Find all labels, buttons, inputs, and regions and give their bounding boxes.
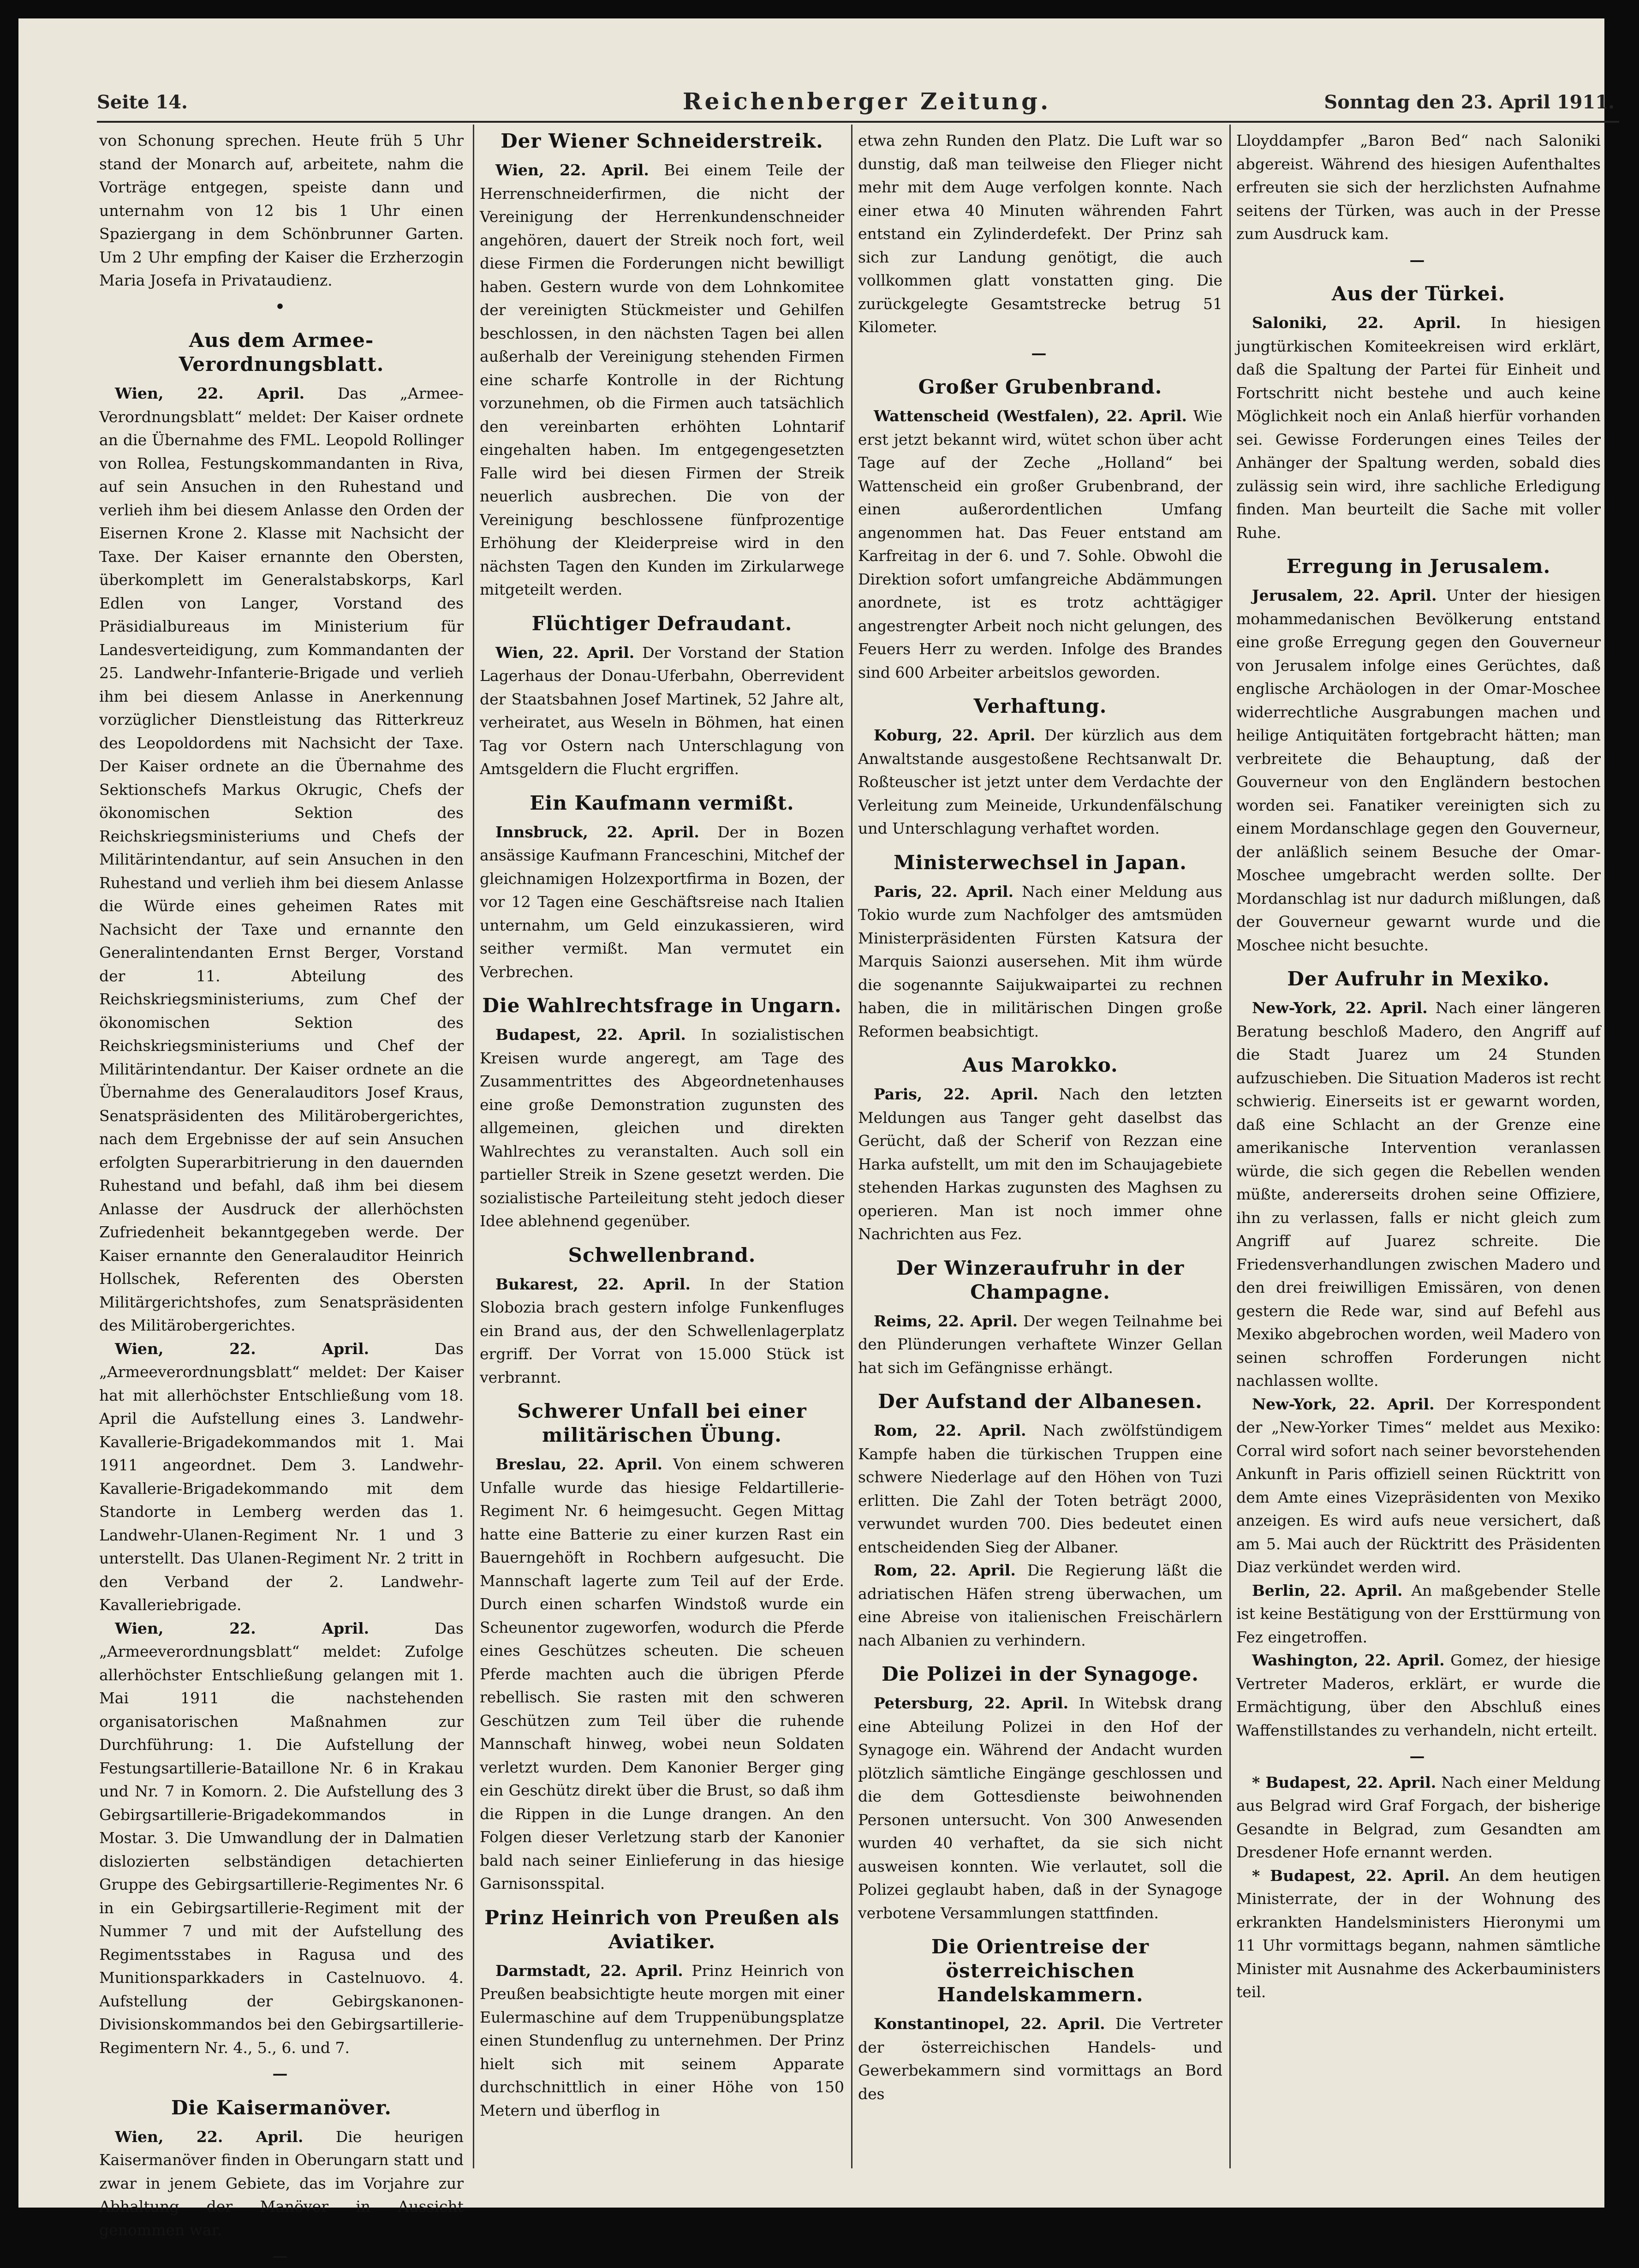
- article-paragraph: [858, 1692, 1222, 1925]
- paragraph-text: Der in Bozen ansässige Kaufmann Franceschini, Mitchef der gleichnamigen Holzexportfirma in Bozen, der vor 12 Tagen eine Geschäftsreise nach Italien unternahm, um Geld einzukassieren, wird seither vermißt. Man vermutet ein Verbrechen.: [480, 823, 844, 981]
- article-paragraph: [480, 159, 844, 602]
- dateline: Budapest, 22. April.: [1270, 1866, 1450, 1885]
- article-paragraph: [99, 2125, 464, 2242]
- article-paragraph: [480, 1273, 844, 1390]
- paragraph-text: In Witebsk drang eine Abteilung Polizei in den Hof der Synagoge ein. Während der Andacht wurden plötzlich sämtliche Eingänge geschlossen und die dem Gottesdienste beiwohnenden Personen untersucht. Von 300 Anwesenden wurden 40 verhaftet, da sie sich nicht ausweisen konnten. Wie verlautet, soll die Polizei geglaubt haben, daß in der Synagoge verbotene Versammlungen stattfinden.: [858, 1694, 1222, 1922]
- article-paragraph: [480, 1453, 844, 1896]
- paragraph-text: In der Station Slobozia brach gestern infolge Funkenfluges ein Brand aus, der den Schwellenlagerplatz ergriff. Der Vorrat von 15.000 Stück ist verbrannt.: [480, 1275, 844, 1386]
- article-headline: Schwerer Unfall bei einer militärischen Übung.: [517, 1400, 807, 1446]
- article-headline: Ministerwechsel in Japan.: [894, 851, 1187, 874]
- article-paragraph: [858, 1419, 1222, 1559]
- article-headline: Aus der Türkei.: [1331, 282, 1506, 305]
- paragraph-text: Wie erst jetzt bekannt wird, wütet schon über acht Tage auf der Zeche „Holland“ bei Wattenscheid ein großer Grubenbrand, der einen außerordentlichen Umfang angenommen hat. Das Feuer entstand am Karfreitag in der 6. und 7. Sohle. Obwohl die Direktion sofort umfangreiche Abdämmungen anordnete, ist es trotz achttägiger angestrengter Arbeit noch nicht gelungen, des Feuers Herr zu werden. Infolge des Brandes sind 600 Arbeiter arbeitslos geworden.: [858, 407, 1222, 681]
- dateline: New-York, 22. April.: [1252, 1395, 1435, 1413]
- dateline: Rom, 22. April.: [874, 1561, 1016, 1579]
- article-paragraph: [480, 641, 844, 781]
- article-paragraph: [480, 821, 844, 984]
- dateline: Jerusalem, 22. April.: [1252, 586, 1437, 604]
- article-paragraph: [858, 2012, 1222, 2106]
- article-headline: Erregung in Jerusalem.: [1286, 555, 1551, 578]
- dateline: Wien, 22. April.: [115, 2127, 304, 2146]
- article-paragraph: [1236, 1393, 1601, 1579]
- dateline: Wien, 22. April.: [495, 161, 649, 179]
- article-paragraph: [1236, 1649, 1601, 1742]
- article-headline: Großer Grubenbrand.: [918, 376, 1162, 398]
- paragraph-text: In hiesigen jungtürkischen Komiteekreisen wird erklärt, daß die Spaltung der Partei für Einheit und Fortschritt nicht bestehe und auch keine Möglichkeit noch ein Anlaß hierfür vorhanden sei. Gewisse Forderungen eines Teiles der Anhänger der Spaltung werden, sobald dies zulässig sein wird, ihre sachliche Erledigung finden. Man beurteilt die Sache mit voller Ruhe.: [1236, 314, 1601, 542]
- article-paragraph: [858, 129, 1222, 339]
- article-paragraph: [99, 129, 464, 292]
- article-paragraph: [1236, 1864, 1601, 2004]
- article-paragraph: [1236, 1771, 1601, 1864]
- paragraph-text: Die heurigen Kaisermanöver finden in Oberungarn statt und zwar in jenem Gebiete, das im Vorjahre zur Abhaltung der Manöver in Aussicht genommen war.: [99, 2127, 464, 2239]
- paragraph-text: Der kürzlich aus dem Anwaltstande ausgestoßene Rechtsanwalt Dr. Roßteuscher ist jetzt unter dem Verdachte der Verleitung zum Meineide, Urkundenfälschung und Unterschlagung verhaftet worden.: [858, 726, 1223, 837]
- paragraph-text: Die Regierung läßt die adriatischen Häfen streng überwachen, um eine Abreise von italienischen Freischärlern nach Albanien zu verhindern.: [858, 1561, 1222, 1649]
- issue-date: Sonntag den 23. April 1911.: [1324, 91, 1615, 113]
- paragraph-text: Nach den letzten Meldungen aus Tanger geht daselbst das Gerücht, daß der Scherif von Rezzan eine Harka aufstellt, um mit den im Schaujagebiete stehenden Harkas zugunsten des Maghsen zu operieren. Man ist noch immer ohne Nachrichten aus Fez.: [858, 1085, 1222, 1243]
- masthead: Reichenberger Zeitung.: [683, 88, 1051, 115]
- article-paragraph: [99, 1337, 464, 1617]
- article-separator: —: [1409, 1747, 1428, 1765]
- article-paragraph: [480, 1023, 844, 1233]
- article-headline: Ein Kaufmann vermißt.: [530, 791, 794, 814]
- dateline: Paris, 22. April.: [874, 1085, 1038, 1103]
- article-paragraph: [99, 382, 464, 1337]
- header-rule: [97, 121, 1619, 123]
- article-headline: Aus Marokko.: [962, 1054, 1118, 1076]
- article-headline: Die Kaisermanöver.: [171, 2096, 392, 2119]
- article-headline: Schwellenbrand.: [568, 1243, 756, 1266]
- dateline: Paris, 22. April.: [874, 882, 1014, 901]
- dateline: Washington, 22. April.: [1252, 1651, 1445, 1669]
- dateline: Bukarest, 22. April.: [495, 1275, 691, 1293]
- paragraph-text: Das „Armee-Verordnungsblatt“ meldet: Der Kaiser ordnete an die Übernahme des FML. Leopold Rollinger von Rollea, Festungskommandanten in Riva, auf sein Ansuchen in den Ruhestand und verlieh ihm bei diesem Anlasse den Orden der Eisernen Krone 2. Klasse mit Nachsicht der Taxe. Der Kaiser ernannte den Obersten, überkomplett im Generalstabskorps, Karl Edlen von Langer, Vorstand des Präsidialbureaus im Ministerium für Landesverteidigung, zum Kommandanten der 25. Landwehr-Infanterie-Brigade und verlieh ihm bei diesem Anlasse in Anerkennung vorzüglicher Dienstleistung das Ritterkreuz des Leopoldordens mit Nachsicht der Taxe. Der Kaiser ordnete an die Übernahme des Sektionschefs Markus Okrugic, Chefs der ökonomischen Sektion des Reichskriegsministeriums und Chefs der Militärintendantur, auf sein Ansuchen in den Ruhestand und verlieh ihm bei diesem Anlasse die Würde eines geheimen Rates mit Nachsicht der Taxe und ernannte den Generalintendanten Ernst Berger, Vorstand der 11. Abteilung des Reichskriegsministeriums, zum Chef der ökonomischen Sektion des Reichskriegsministeriums und Chef der Militärintendantur. Der Kaiser ordnete an die Übernahme des Generalauditors Josef Kraus, Senatspräsidenten des Militärobergerichtes, nach dem Ergebnisse der auf sein Ansuchen erfolgten Superarbitrierung in den dauernden Ruhestand und befahl, daß ihm bei diesem Anlasse der Ausdruck der allerhöchsten Zufriedenheit bekanntgegeben werde. Der Kaiser ernannte den Generalauditor Heinrich Hollschek, Referenten des Obersten Militärgerichtshofes, zum Senatspräsidenten des Militärobergerichtes.: [99, 384, 464, 1334]
- page-header: [97, 88, 1615, 120]
- dateline: Wien, 22. April.: [115, 1339, 370, 1358]
- paragraph-text: Die Vertreter der österreichischen Handels- und Gewerbekammern sind vormittags an Bord des: [858, 2015, 1222, 2103]
- article-paragraph: [1236, 1579, 1601, 1649]
- dateline: Wien, 22. April.: [115, 384, 305, 402]
- column-1: [99, 129, 464, 2265]
- paragraph-text: Prinz Heinrich von Preußen beabsichtigte heute morgen mit einer Eulermaschine auf dem Truppenübungsplatze einen Stundenflug zu unternehmen. Der Prinz hielt sich mit seinem Apparate durchschnittlich in einer Höhe von 150 Metern und überflog in: [480, 1961, 844, 2119]
- article-headline: Der Aufstand der Albanesen.: [878, 1390, 1203, 1413]
- article-paragraph: [1236, 997, 1601, 1393]
- dateline: Wattenscheid (Westfalen), 22. April.: [874, 407, 1187, 425]
- paragraph-text: An dem heutigen Ministerrate, der in der Wohnung des erkrankten Handelsministers Hieronymi um 11 Uhr vormittags begann, nahmen sämtliche Minister mit Ausnahme des Ackerbauministers teil.: [1236, 1866, 1601, 2001]
- article-headline: Die Orientreise der österreichischen Handelskammern.: [931, 1935, 1150, 2006]
- column-rule: [1229, 125, 1231, 2168]
- article-paragraph: [858, 880, 1222, 1044]
- paragraph-text: Nach zwölfstündigem Kampfe haben die türkischen Truppen eine schwere Niederlage auf den Höhen von Tuzi erlitten. Die Zahl der Toten beträgt 2000, verwundet wurden 700. Dies bedeutet einen entscheidenden Sieg der Albaner.: [858, 1421, 1222, 1556]
- paragraph-text: Lloyddampfer „Baron Bed“ nach Saloniki abgereist. Während des hiesigen Aufenthaltes erfreuten sie sich der herzlichsten Aufnahme seitens der Türken, was auch in der Presse zum Ausdruck kam.: [1236, 131, 1601, 243]
- dateline: Wien, 22. April.: [495, 643, 635, 662]
- dateline: Koburg, 22. April.: [874, 726, 1036, 744]
- article-headline: Aus dem Armee-Verordnungsblatt.: [179, 329, 384, 376]
- paragraph-text: Das „Armeeverordnungsblatt“ meldet: Der Kaiser hat mit allerhöchster Entschließung vom 18. April die Aufstellung eines 3. Landwehr-Kavallerie-Brigadekommandos mit 1. Mai 1911 angeordnet. Dem 3. Landwehr-Kavallerie-Brigadekommando mit dem Standorte in Lemberg werden das 1. Landwehr-Ulanen-Regiment Nr. 1 und 3 unterstellt. Das Ulanen-Regiment Nr. 2 tritt in den Verband der 2. Landwehr-Kavalleriebrigade.: [99, 1339, 464, 1614]
- column-rule: [851, 125, 852, 2168]
- dateline: Saloniki, 22. April.: [1252, 314, 1461, 332]
- dateline: Wien, 22. April.: [115, 1619, 370, 1637]
- dateline: Innsbruck, 22. April.: [495, 823, 699, 841]
- bullet-marker: *: [1252, 1866, 1270, 1885]
- article-paragraph: [858, 1083, 1222, 1246]
- paragraph-text: von Schonung sprechen. Heute früh 5 Uhr stand der Monarch auf, arbeitete, nahm die Vorträge entgegen, speiste dann und unternahm von 12 bis 1 Uhr einen Spaziergang in dem Schönbrunner Garten. Um 2 Uhr empfing der Kaiser die Erzherzogin Maria Josefa in Privataudienz.: [99, 131, 464, 289]
- dateline: Reims, 22. April.: [874, 1312, 1018, 1330]
- dateline: Darmstadt, 22. April.: [495, 1961, 683, 1980]
- article-paragraph: [858, 724, 1222, 841]
- dateline: Breslau, 22. April.: [495, 1455, 663, 1473]
- column-4: [1236, 129, 1601, 2168]
- paragraph-text: Der wegen Teilnahme bei den Plünderungen verhaftete Winzer Gellan hat sich im Gefängnisse erhängt.: [858, 1312, 1222, 1377]
- article-headline: Der Wiener Schneiderstreik.: [501, 130, 823, 152]
- column-2: [480, 129, 844, 2168]
- paragraph-text: Der Vorstand der Station Lagerhaus der Donau-Uferbahn, Oberrevident der Staatsbahnen Josef Martinek, 52 Jahre alt, verheiratet, aus Weseln in Böhmen, hat einen Tag vor Ostern nach Unterschlagung von Amtsgeldern die Flucht ergriffen.: [480, 643, 844, 778]
- paragraph-text: Gomez, der hiesige Vertreter Maderos, erklärt, er wurde die Ermächtigung, über den Abschluß eines Waffenstillstandes zu verhandeln, nicht erteilt.: [1236, 1651, 1601, 1739]
- article-paragraph: [858, 405, 1222, 684]
- dateline: Konstantinopel, 22. April.: [874, 2015, 1105, 2033]
- newspaper-page: [18, 18, 1615, 2265]
- paragraph-text: Nach einer längeren Beratung beschloß Madero, den Angriff auf die Stadt Juarez um 24 Stunden aufzuschieben. Die Situation Maderos ist recht schwierig. Einerseits ist er gewarnt worden, daß eine Schlacht an der Grenze eine amerikanische Intervention veranlassen würde, die sich gegen die Rebellen wenden müßte, andererseits drohen seine Offiziere, ihn zu verlassen, falls er nicht gleich zum Angriff auf Juarez schreite. Die Friedensverhandlungen zwischen Madero und den drei freiwilligen Emissären, von denen gestern die Rede war, sind auf Befehl aus Mexiko abgebrochen worden, weil Madero von seinen schroffen Forderungen nicht nachlassen wollte.: [1236, 999, 1601, 1390]
- article-headline: Der Aufruhr in Mexiko.: [1287, 967, 1550, 990]
- article-paragraph: [1236, 311, 1601, 544]
- article-headline: Die Wahlrechtsfrage in Ungarn.: [482, 994, 842, 1017]
- dateline: Budapest, 22. April.: [1265, 1773, 1436, 1791]
- page-number: Seite 14.: [97, 91, 188, 113]
- column-3: [858, 129, 1222, 2168]
- dateline: Rom, 22. April.: [874, 1421, 1026, 1439]
- article-paragraph: [858, 1310, 1222, 1380]
- paragraph-text: Nach einer Meldung aus Belgrad wird Graf Forgach, der bisherige Gesandte in Belgrad, zum Gesandten am Dresdener Hofe ernannt werden.: [1236, 1773, 1601, 1861]
- column-rule: [473, 125, 474, 2168]
- article-paragraph: [1236, 129, 1601, 246]
- paragraph-text: Bei einem Teile der Herrenschneiderfirmen, die nicht der Vereinigung der Herrenkundenschneider angehören, dauert der Streik noch fort, weil diese Firmen die Forderungen nicht bewilligt haben. Gestern wurde von dem Lohnkomitee der vereinigten Stückmeister und Gehilfen beschlossen, in den nächsten Tagen bei allen außerhalb der Vereinigung stehenden Firmen eine scharfe Kontrolle in der Richtung vorzunehmen, ob die Firmen auch tatsächlich den vereinbarten erhöhten Lohntarif eingehalten haben. Im entgegengesetzten Falle wird bei diesen Firmen der Streik neuerlich ausbrechen. Die von der Vereinigung beschlossene fünfprozentige Erhöhung der Kleiderpreise wird in den nächsten Tagen den Kunden im Zirkularwege mitgeteilt werden.: [480, 161, 844, 598]
- article-separator: —: [1031, 344, 1049, 362]
- article-headline: Prinz Heinrich von Preußen als Aviatiker.: [484, 1906, 840, 1953]
- paragraph-text: Das „Armeeverordnungsblatt“ meldet: Zufolge allerhöchster Entschließung gelangen mit 1. Mai 1911 die nachstehenden organisatorischen Maßnahmen zur Durchführung: 1. Die Aufstellung der Festungsartillerie-Bataillone Nr. 6 in Krakau und Nr. 7 in Komorn. 2. Die Aufstellung des 3 Gebirgsartillerie-Brigadekommandos in Mostar. 3. Die Umwandlung der in Dalmatien dislozierten selbständigen detachierten Gruppe des Gebirgsartillerie-Regimentes Nr. 6 in ein Gebirgsartillerie-Regiment mit der Nummer 7 und mit der Aufstellung des Regimentsstabes in Ragusa und des Munitionsparkkaders in Castelnuovo. 4. Aufstellung der Gebirgskanonen-Divisionskommandos bei den Gebirgsartillerie-Regimentern Nr. 4., 5., 6. und 7.: [99, 1619, 464, 2057]
- article-paragraph: [480, 1959, 844, 2123]
- dateline: New-York, 22. April.: [1252, 999, 1428, 1017]
- paragraph-text: In sozialistischen Kreisen wurde angeregt, am Tage des Zusammentrittes des Abgeordnetenhauses eine große Demonstration zugunsten des allgemeinen, gleichen und direkten Wahlrechtes zu veranstalten. Auch soll ein partieller Streik in Szene gesetzt werden. Die sozialistische Parteileitung steht jedoch dieser Idee ablehnend gegenüber.: [480, 1026, 844, 1230]
- article-separator: —: [272, 2065, 291, 2083]
- paragraph-text: Von einem schweren Unfalle wurde das hiesige Feldartillerie-Regiment Nr. 6 heimgesucht. Gegen Mittag hatte eine Batterie zu einer kurzen Rast ein Bauerngehöft in Rochbern aufgesucht. Die Mannschaft lagerte zum Teil auf der Erde. Durch einen scharfen Windstoß wurde ein Scheunentor zugeworfen, wodurch die Pferde eines Geschützes scheuten. Die scheuen Pferde machten auch die übrigen Pferde rebellisch. Sie rasten mit den schweren Geschützen zum Teil über die ruhende Mannschaft hinweg, wobei neun Soldaten verletzt wurden. Dem Kanonier Berger ging ein Geschütz direkt über die Brust, so daß ihm die Rippen in die Lunge drangen. An den Folgen dieser Verletzung starb der Kanonier bald nach seiner Einlieferung in das hiesige Garnisonsspital.: [480, 1455, 844, 1892]
- article-paragraph: [1236, 584, 1601, 957]
- article-separator: •: [275, 297, 288, 316]
- article-separator: —: [1409, 251, 1428, 269]
- article-paragraph: [99, 1617, 464, 2060]
- dateline: Petersburg, 22. April.: [874, 1694, 1069, 1712]
- paragraph-text: Der Korrespondent der „New-Yorker Times“ meldet aus Mexiko: Corral wird sofort nach seiner bevorstehenden Ankunft in Paris offiziell seinen Rücktritt von dem Amte eines Vizepräsidenten von Mexiko anzeigen. Es wird aufs neue versichert, daß am 5. Mai auch der Rücktritt des Präsidenten Diaz verkündet werden wird.: [1236, 1395, 1601, 1576]
- article-paragraph: [858, 1559, 1222, 1652]
- paragraph-text: Nach einer Meldung aus Tokio wurde zum Nachfolger des amtsmüden Ministerpräsidenten Fürsten Katsura der Marquis Saionzi ausersehen. Mit ihm würde die sogenannte Saijukwaipartei zu rechnen haben, die in militärischen Dingen große Reformen beabsichtigt.: [858, 882, 1222, 1040]
- paragraph-text: Unter der hiesigen mohammedanischen Bevölkerung entstand eine große Erregung gegen den Gouverneur von Jerusalem infolge eines Gerüchtes, daß englische Archäologen in der Omar-Moschee widerrechtliche Ausgrabungen machen und heilige Antiquitäten fortgebracht hätten; man verbreitete die Behauptung, daß der Gouverneur von den Engländern bestochen worden sei. Fanatiker vereinigten sich zu einem Mordanschlage gegen den Gouverneur, der anläßlich seinem Besuche der Omar-Moschee umgebracht werden sollte. Der Mordanschlag ist nur dadurch mißlungen, daß der Gouverneur gewarnt wurde und die Moschee nicht besuchte.: [1236, 586, 1601, 954]
- dateline: Berlin, 22. April.: [1252, 1581, 1403, 1600]
- dateline: Budapest, 22. April.: [495, 1026, 686, 1044]
- bullet-marker: *: [1252, 1773, 1266, 1791]
- article-headline: Der Winzeraufruhr in der Champagne.: [896, 1256, 1185, 1303]
- article-headline: Die Polizei in der Synagoge.: [882, 1663, 1199, 1685]
- article-separator: —: [272, 2247, 291, 2265]
- article-headline: Verhaftung.: [973, 695, 1107, 717]
- paragraph-text: An maßgebender Stelle ist keine Bestätigung von der Ersttürmung von Fez eingetroffen.: [1236, 1581, 1601, 1646]
- paragraph-text: etwa zehn Runden den Platz. Die Luft war so dunstig, daß man teilweise den Flieger nicht mehr mit dem Auge verfolgen konnte. Nach einer etwa 40 Minuten währenden Fahrt entstand ein Zylinderdefekt. Der Prinz sah sich zur Landung genötigt, die auch vollkommen glatt vonstatten ging. Die zurückgelegte Gesamtstrecke betrug 51 Kilometer.: [858, 131, 1222, 336]
- article-headline: Flüchtiger Defraudant.: [531, 612, 793, 635]
